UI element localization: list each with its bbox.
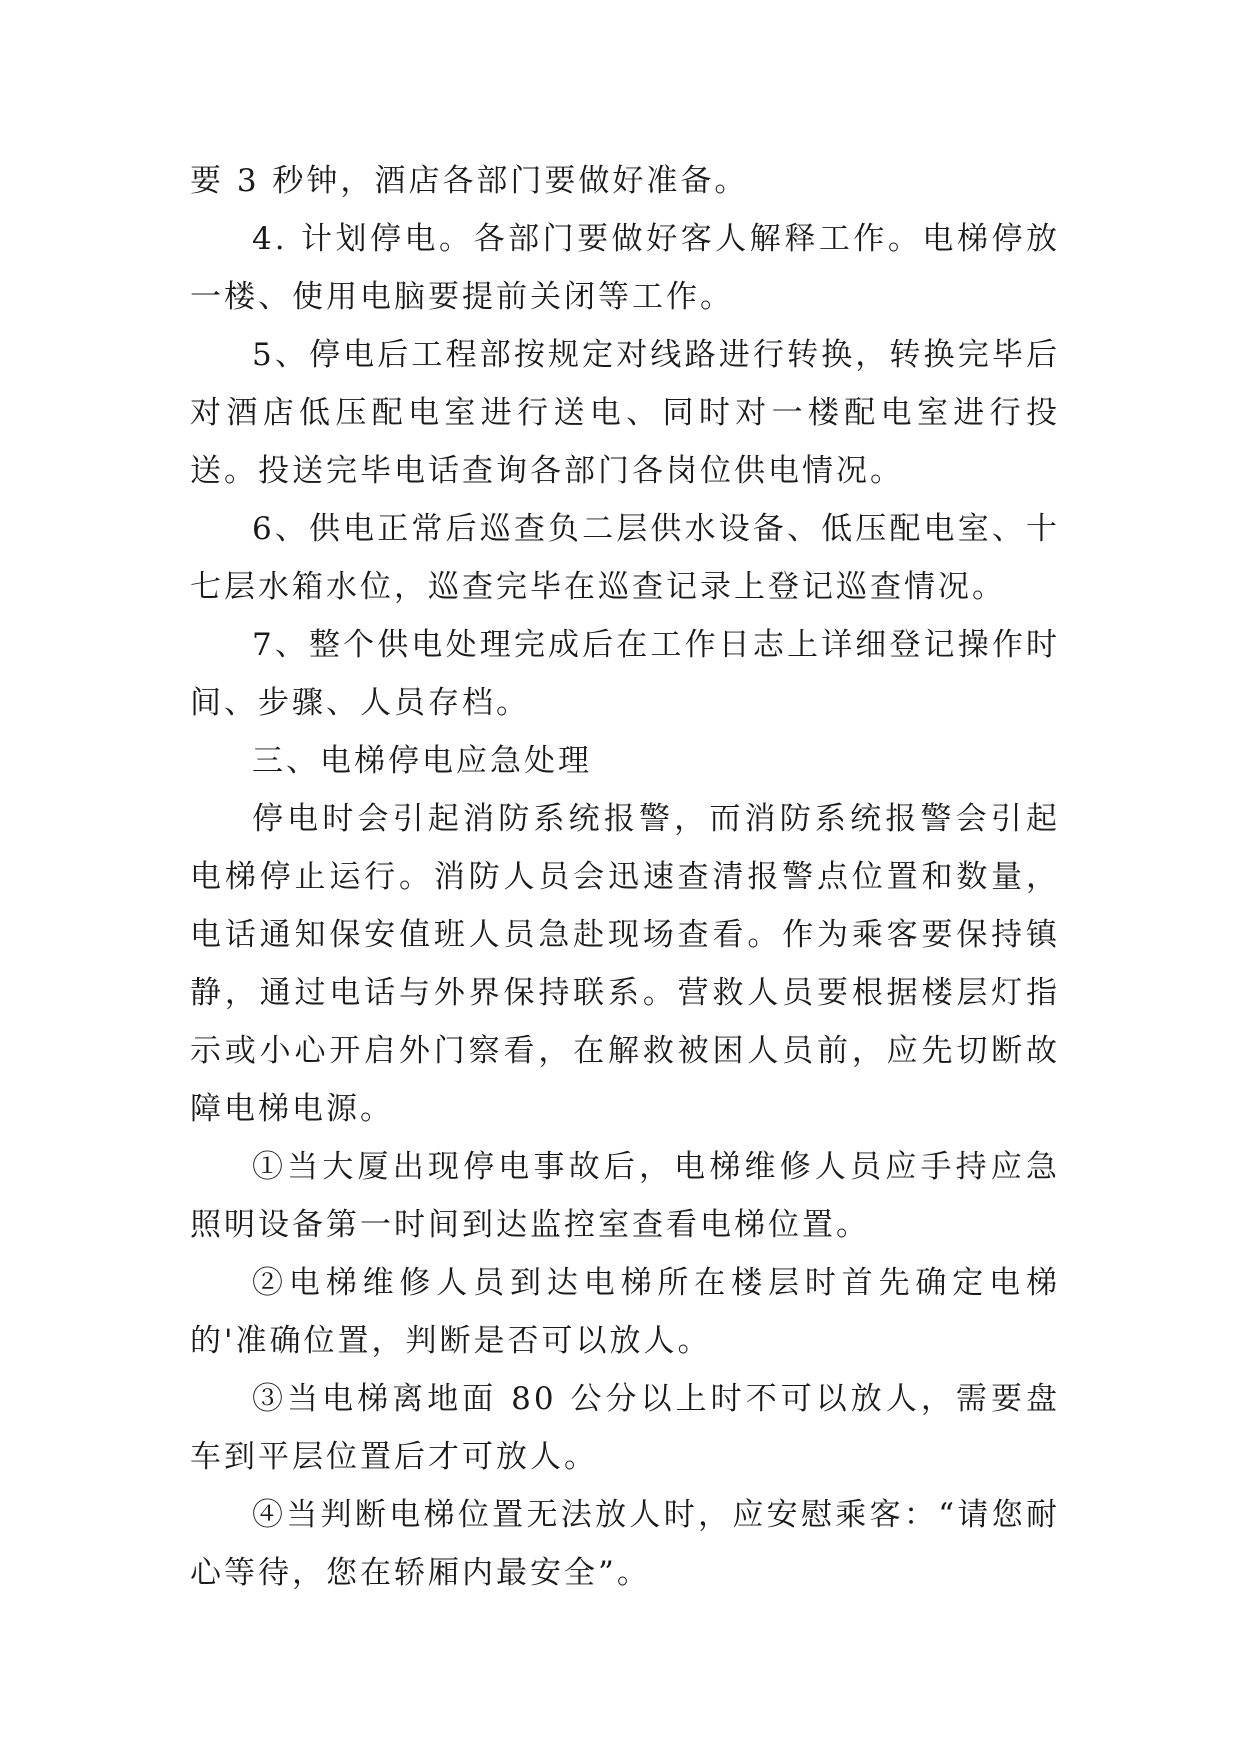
document-body (190, 152, 1060, 1602)
paragraph-step-3: ③当电梯离地面 80 公分以上时不可以放人，需要盘车到平层位置后才可放人。 (190, 1381, 1060, 1475)
paragraph-step-2: ②电梯维修人员到达电梯所在楼层时首先确定电梯的'准确位置，判断是否可以放人。 (190, 1265, 1060, 1359)
paragraph-elevator-intro: 停电时会引起消防系统报警，而消防系统报警会引起电梯停止运行。消防人员会迅速查清报警点位置和数量，电话通知保安值班人员急赴现场查看。作为乘客要保持镇静，通过电话与外界保持联系。营救人员要根据楼层灯指示或小心开启外门察看，在解救被困人员前，应先切断故障电梯电源。 (190, 801, 1060, 1127)
paragraph-item-7: 7、整个供电处理完成后在工作日志上详细登记操作时间、步骤、人员存档。 (190, 627, 1060, 721)
section-heading: 三、电梯停电应急处理 (252, 743, 592, 779)
paragraph-step-1: ①当大厦出现停电事故后，电梯维修人员应手持应急照明设备第一时间到达监控室查看电梯位置。 (190, 1149, 1060, 1243)
paragraph-continuation: 要 3 秒钟，酒店各部门要做好准备。 (190, 163, 749, 199)
paragraph-item-4: 4. 计划停电。各部门要做好客人解释工作。电梯停放一楼、使用电脑要提前关闭等工作。 (190, 221, 1060, 315)
paragraph-item-5: 5、停电后工程部按规定对线路进行转换，转换完毕后对酒店低压配电室进行送电、同时对一楼配电室进行投送。投送完毕电话查询各部门各岗位供电情况。 (190, 337, 1060, 489)
paragraph-item-6: 6、供电正常后巡查负二层供水设备、低压配电室、十七层水箱水位，巡查完毕在巡查记录上登记巡查情况。 (190, 511, 1060, 605)
paragraph-step-4: ④当判断电梯位置无法放人时，应安慰乘客：“请您耐心等待，您在轿厢内最安全”。 (190, 1497, 1060, 1591)
